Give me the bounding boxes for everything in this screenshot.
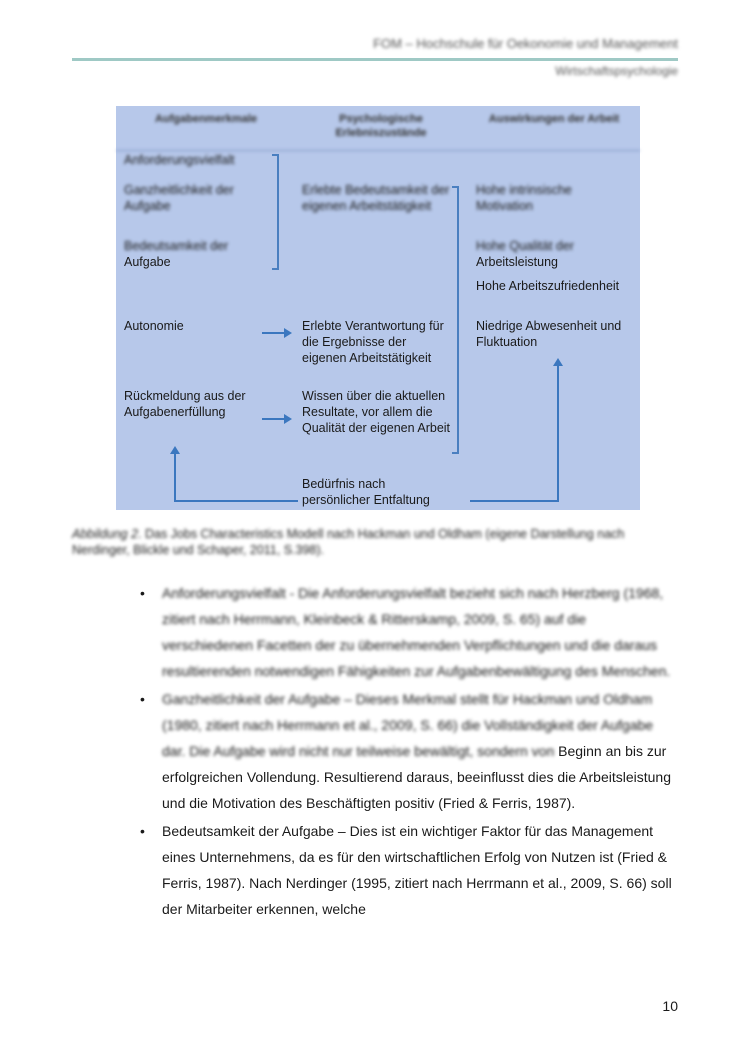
page-number: 10 (662, 998, 678, 1014)
figure-caption (72, 526, 682, 558)
bullet-dot: • (140, 585, 145, 601)
bullet-text-blurred: Ganzheitlichkeit der Aufgabe – Dieses Merkmal stellt für Hackman und Oldham (1980, zitiert nach Herrmann et al., 2009, S. 66) die Vollständigkeit der Aufgabe dar. Die Aufgabe wird nicht nur teilweise bewältigt, sondern von (162, 691, 654, 759)
caption-label: Abbildung 2 (72, 527, 139, 541)
list-item (140, 818, 680, 922)
feedback-line-right-vertical (557, 366, 559, 502)
auswirkung-fluktuation: Niedrige Abwesenheit und Fluktuation (476, 319, 622, 349)
feedback-arrow-right (553, 358, 563, 366)
zustand-wissen: Wissen über die aktuellen Resultate, vor allem die Qualität der eigenen Arbeit (302, 389, 451, 435)
arrow-rueckmeldung (262, 418, 290, 420)
list-item (140, 580, 680, 684)
auswirkung-motivation: Hohe intrinsische Motivation (476, 183, 572, 213)
feedback-arrow-left (170, 446, 180, 454)
auswirkung-qualitaet-b: Arbeitsleistung (476, 255, 558, 269)
caption-text: . Das Jobs Characteristics Modell nach Hackman und Oldham (eigene Darstellung nach Nerdinger, Blickle und Schaper, 2011, S.398). (72, 527, 625, 557)
arrow-autonomie (262, 332, 290, 334)
auswirkung-zufriedenheit: Hohe Arbeitszufriedenheit (476, 279, 620, 293)
merkmal-bedeutsamkeit-b: Aufgabe (124, 255, 171, 269)
column-header-merkmale: Aufgabenmerkmale (154, 113, 258, 125)
feedback-line-left-vertical (174, 454, 176, 502)
merkmal-ganzheitlichkeit: Ganzheitlichkeit der Aufgabe (124, 183, 234, 213)
header-rule (72, 58, 678, 61)
column-header-auswirkungen: Auswirkungen der Arbeit (488, 113, 620, 125)
bullet-dot: • (140, 823, 145, 839)
feedback-line-right-horizontal (470, 500, 558, 502)
feedback-line-left-horizontal (174, 500, 298, 502)
bullet-text-blurred: Anforderungsvielfalt - Die Anforderungsvielfalt bezieht sich nach Herzberg (1968, zitiert nach Herrmann, Kleinbeck & Ritterskamp, 2009, S. 65) auf die verschiedenen Facetten der zu übernehmenden Verpflichtungen und die daraus resultierenden notwendigen Fähigkeiten zur Aufgabenbewältigung des Menschen. (162, 585, 671, 679)
header-department: Wirtschaftspsychologie (555, 64, 678, 78)
job-characteristics-diagram (116, 106, 640, 510)
merkmal-autonomie: Autonomie (124, 319, 184, 333)
header-institution: FOM – Hochschule für Oekonomie und Management (373, 36, 678, 51)
column-header-zustaende: Psychologische Erlebniszustände (335, 113, 427, 139)
zustand-verantwortung: Erlebte Verantwortung für die Ergebnisse der eigenen Arbeitstätigkeit (302, 319, 444, 365)
merkmal-bedeutsamkeit-a: Bedeutsamkeit der (124, 239, 229, 253)
zustand-entfaltung: Bedürfnis nach persönlicher Entfaltung (302, 477, 430, 507)
diagram-header-row (116, 106, 640, 151)
merkmal-anforderungsvielfalt: Anforderungsvielfalt (124, 153, 235, 167)
bullet-text: Bedeutsamkeit der Aufgabe – Dies ist ein wichtiger Faktor für das Management eines Unternehmens, da es für den wirtschaftlichen Erfolg von Nutzen ist (Fried & Ferris, 1987). Nach Nerdinger (1995, zitiert nach Herrmann et al., 2009, S. 66) soll der Mitarbeiter erkennen, welche (162, 823, 672, 917)
bracket-merkmale (272, 154, 279, 270)
bullet-text: Beginn an bis zur erfolgreichen Vollendung. Resultierend daraus, beeinflusst dies die Arbeitsleistung und die Motivation des Beschäftigten positiv (Fried & Ferris, 1987). (162, 743, 671, 811)
bracket-zustaende (452, 186, 459, 454)
zustand-bedeutsamkeit: Erlebte Bedeutsamkeit der eigenen Arbeitstätigkeit (302, 183, 450, 213)
list-item (140, 686, 680, 816)
bullet-dot: • (140, 691, 145, 707)
merkmal-rueckmeldung: Rückmeldung aus der Aufgabenerfüllung (124, 389, 246, 419)
bullet-list (140, 580, 680, 924)
auswirkung-qualitaet-a: Hohe Qualität der (476, 239, 574, 253)
